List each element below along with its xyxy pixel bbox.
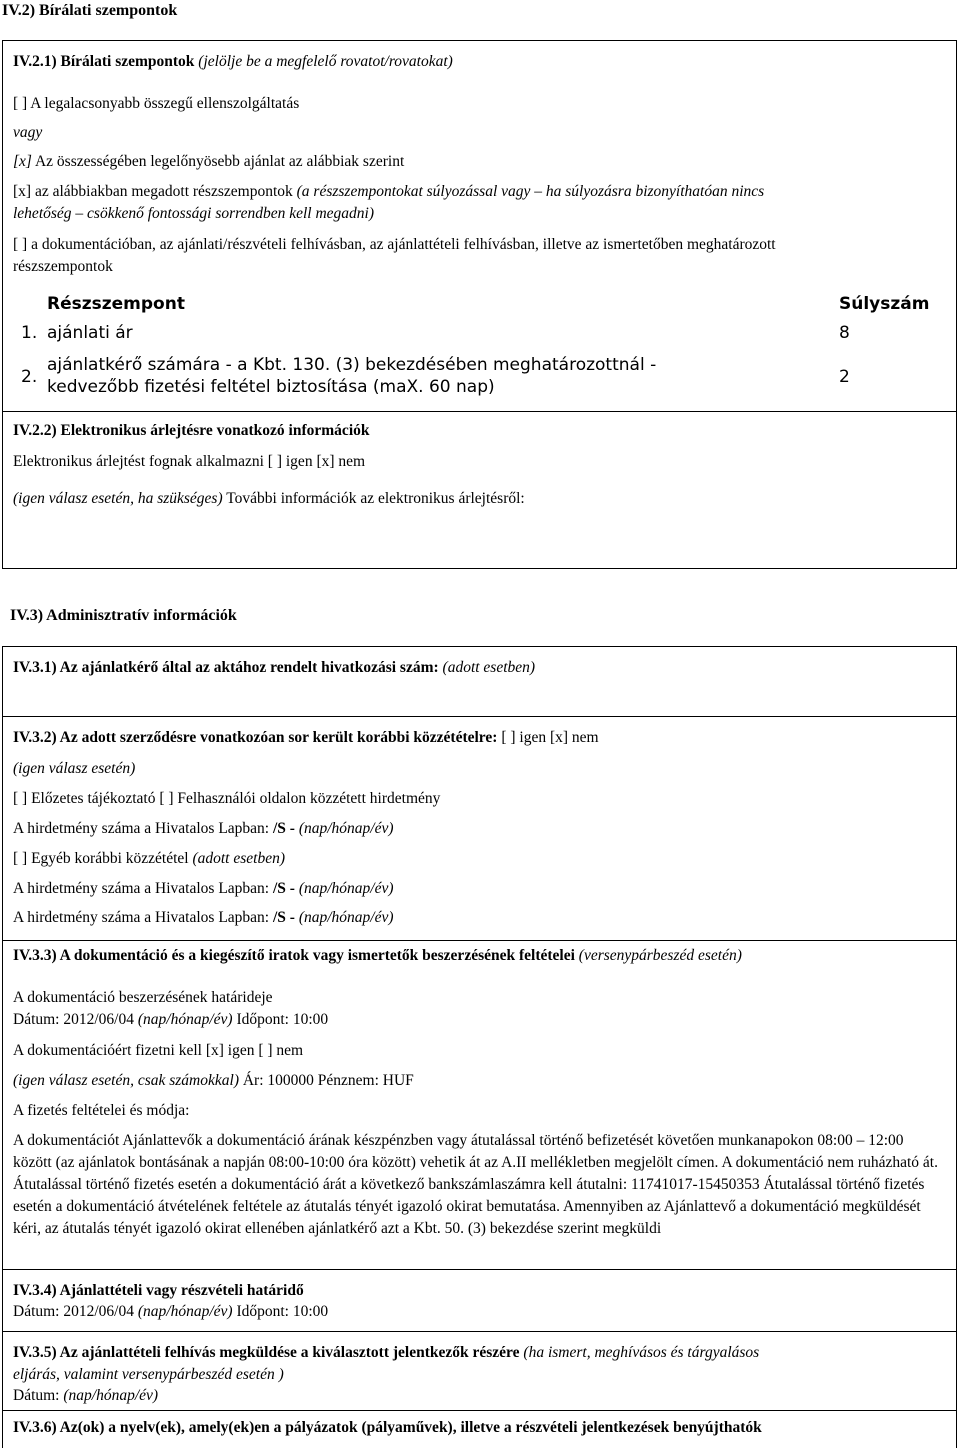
documentation-date: Dátum: 2012/06/04 (nap/hónap/év) Időpont: 10:00	[13, 1011, 329, 1028]
invitation-date: Dátum: (nap/hónap/év)	[13, 1387, 159, 1404]
option-subcriteria-note: lehetőség – csökkenő fontossági sorrendben kell megadni)	[13, 205, 375, 222]
deadline-heading: IV.3.4) Ajánlattételi vagy részvételi határidő	[13, 1282, 304, 1299]
payment-terms-text: A dokumentációt Ajánlattevők a dokumentáció árának készpénzben vagy átutalással történő befizetését követően munkanapokon 08:00 – 12:00 között (az ajánlatok bontásának a napján 08:00-10:00 óra között) vehetik át az A.II mellékletben megjelölt címen. A dokumentáció nem ruházható át. Átutalással történő fizetés esetén a dokumentáció árát a következő bankszámlaszámra kell átutalni: 11741017-15450353 Átutalással történő fizetés esetén a dokumentáció átvételének feltétele az átutalás tényét igazoló okirat bemutatása. Amennyiben az Ajánlattevő a dokumentáció megküldését kéri, az átutalás tényét igazoló okirat ellenében ajánlatkérő azt a Kbt. 50. (3) bekezdése szerint megküldi	[13, 1132, 938, 1237]
table-header-criterion: Részszempont	[47, 294, 185, 314]
prior-if-yes: (igen válasz esetén)	[13, 760, 136, 777]
documentation-price: (igen válasz esetén, csak számokkal) Ár: 100000 Pénznem: HUF	[13, 1072, 414, 1089]
option-documentation: [ ] a dokumentációban, az ajánlati/részvételi felhívásban, az ajánlattételi felhívásban, illetve az ismertetőben meghatározott	[13, 236, 776, 253]
notice-number-3: A hirdetmény száma a Hivatalos Lapban: /S - (nap/hónap/év)	[13, 909, 394, 926]
option-documentation-cont: részszempontok	[13, 258, 113, 275]
row-criterion: ajánlatkérő számára - a Kbt. 130. (3) bekezdésében meghatározottnál -	[47, 355, 657, 375]
admin-title: IV.3) Adminisztratív információk	[10, 607, 237, 624]
documentation-heading: IV.3.3) A dokumentáció és a kiegészítő iratok vagy ismertetők beszerzésének feltételei (versenypárbeszéd esetén)	[13, 947, 742, 964]
prior-options: [ ] Előzetes tájékoztató [ ] Felhasználói oldalon közzétett hirdetmény	[13, 790, 441, 807]
notice-number-2: A hirdetmény száma a Hivatalos Lapban: /S - (nap/hónap/év)	[13, 880, 394, 897]
invitation-box	[2, 1331, 957, 1411]
row-criterion-cont: kedvezőbb fizetési feltétel biztosítása (maX. 60 nap)	[47, 377, 495, 397]
prior-heading: IV.3.2) Az adott szerződésre vonatkozóan sor került korábbi közzétételre: [ ] igen [x] nem	[13, 729, 599, 746]
auction-heading: IV.2.2) Elektronikus árlejtésre vonatkozó információk	[13, 422, 370, 439]
auction-line: Elektronikus árlejtést fognak alkalmazni [ ] igen [x] nem	[13, 453, 366, 470]
table-row	[3, 355, 956, 403]
row-criterion: ajánlati ár	[47, 323, 133, 343]
section-title: IV.2) Bírálati szempontok	[2, 2, 178, 19]
languages-box	[2, 1410, 957, 1448]
row-weight: 8	[839, 323, 850, 343]
table-row	[3, 323, 956, 347]
reference-box	[2, 646, 957, 717]
row-weight: 2	[839, 367, 850, 387]
option-lowest-price: [ ] A legalacsonyabb összegű ellenszolgáltatás	[13, 95, 300, 112]
criteria-heading: IV.2.1) Bírálati szempontok (jelölje be a megfelelő rovatot/rovatokat)	[13, 53, 453, 70]
documentation-deadline-label: A dokumentáció beszerzésének határideje	[13, 989, 273, 1006]
or-label: vagy	[13, 124, 43, 141]
row-number: 1.	[21, 323, 38, 343]
auction-box	[2, 411, 957, 569]
option-best-value: [x] Az összességében legelőnyösebb ajánlat az alábbiak szerint	[13, 153, 405, 170]
reference-line: IV.3.1) Az ajánlatkérő által az aktához rendelt hivatkozási szám: (adott esetben)	[13, 659, 536, 676]
notice-number-1: A hirdetmény száma a Hivatalos Lapban: /S - (nap/hónap/év)	[13, 820, 394, 837]
deadline-box	[2, 1269, 957, 1332]
languages-heading: IV.3.6) Az(ok) a nyelv(ek), amely(ek)en a pályázatok (pályaművek), illetve a részvételi jelentkezések benyújthatók	[13, 1419, 762, 1436]
payment-terms-label: A fizetés feltételei és módja:	[13, 1102, 190, 1119]
invitation-heading: IV.3.5) Az ajánlattételi felhívás megküldése a kiválasztott jelentkezők részére (ha ismert, meghívásos és tárgyalásos	[13, 1344, 760, 1361]
documentation-pay: A dokumentációért fizetni kell [x] igen [ ] nem	[13, 1042, 304, 1059]
auction-info: (igen válasz esetén, ha szükséges) További információk az elektronikus árlejtésről:	[13, 490, 525, 507]
option-subcriteria: [x] az alábbiakban megadott részszempontok (a részszempontokat súlyozással vagy – ha súlyozásra bizonyíthatóan nincs	[13, 183, 765, 200]
invitation-heading-cont: eljárás, valamint versenypárbeszéd esetén )	[13, 1366, 284, 1383]
prior-publication-box	[2, 716, 957, 941]
table-header-weight: Súlyszám	[839, 294, 930, 314]
documentation-box	[2, 940, 957, 1270]
deadline-date: Dátum: 2012/06/04 (nap/hónap/év) Időpont: 10:00	[13, 1303, 329, 1320]
other-publication: [ ] Egyéb korábbi közzététel (adott esetben)	[13, 850, 286, 867]
row-number: 2.	[21, 367, 38, 387]
criteria-box	[2, 40, 957, 412]
